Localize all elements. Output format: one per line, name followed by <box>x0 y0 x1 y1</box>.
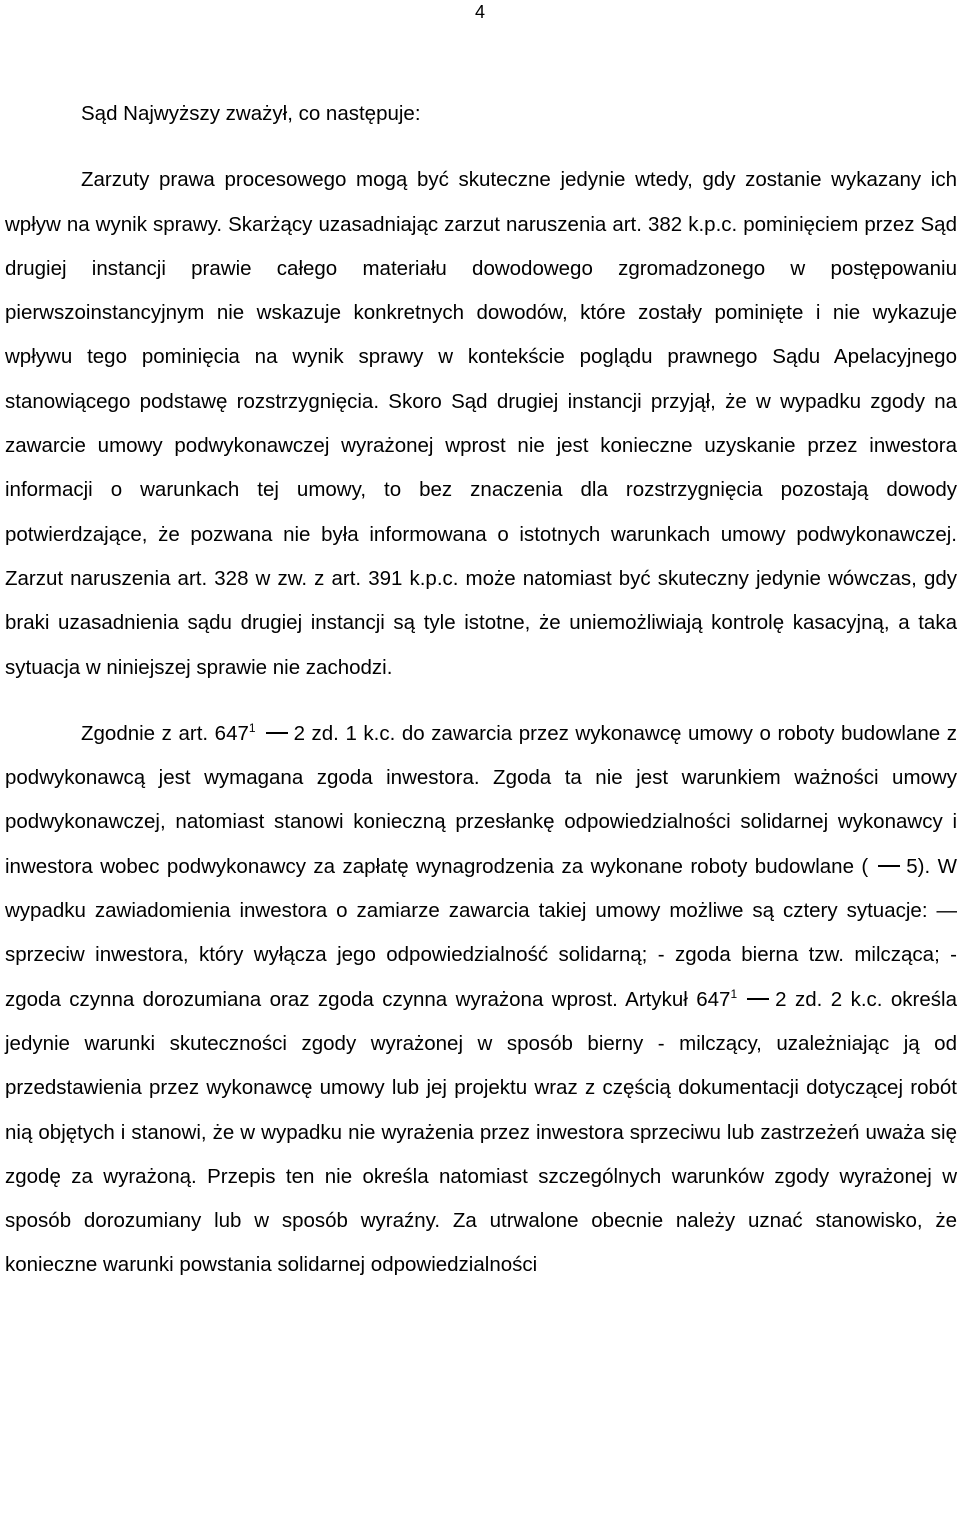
paragraph-text: 2 zd. 2 k.c. określa jedynie warunki skuteczności zgody wyrażonej w sposób bierny - milczący, uzależniając ją od przedstawienia przez wykonawcę umowy lub jej projektu wraz z częścią dokumentacji dotyczącej robót nią objętych i stanowi, że w wypadku nie wyrażenia przez inwestora sprzeciwu lub zastrzeżeń uważa się zgodę za wyrażoną. Przepis ten nie określa natomiast szczególnych warunków zgody wyrażonej w sposób dorozumiany lub w sposób wyraźny. Za utrwalone obecnie należy uznać stanowisko, że konieczne warunki powstania solidarnej odpowiedzialności <box>5 987 957 1277</box>
page-number: 4 <box>474 2 485 22</box>
section-sign-placeholder <box>266 732 288 734</box>
superscript: 1 <box>730 986 738 1001</box>
section-heading: Sąd Najwyższy zważył, co następuje: <box>81 102 421 125</box>
section-sign-placeholder <box>747 998 769 1000</box>
superscript: 1 <box>248 720 256 735</box>
paragraph-text: 5). W wypadku zawiadomienia inwestora o zamiarze zawarcia takiej umowy możliwe są cztery sytuacje: — sprzeciw inwestora, który wyłącza jego odpowiedzialność solidarną; - zgoda bierna tzw. milcząca; - zgoda czynna dorozumiana oraz zgoda czynna wyrażona wprost. Artykuł 647 <box>5 854 958 1011</box>
section-sign-placeholder <box>878 865 900 867</box>
paragraph-text: Zgodnie z art. 647 <box>81 721 249 745</box>
paragraph-text: 2 zd. 1 k.c. do zawarcia przez wykonawcę umowy o roboty budowlane z podwykonawcą jest wymagana zgoda inwestora. Zgoda ta nie jest warunkiem ważności umowy podwykonawczej, natomiast stanowi konieczną przesłankę odpowiedzialności solidarnej wykonawcy i inwestora wobec podwykonawcy za zapłatę wynagrodzenia za wykonane roboty budowlane ( <box>5 721 957 878</box>
document-body <box>5 92 957 1288</box>
paragraph-subcontract-consent <box>5 712 957 1288</box>
paragraph-procedural-charges: Zarzuty prawa procesowego mogą być skuteczne jedynie wtedy, gdy zostanie wykazany ich wpływ na wynik sprawy. Skarżący uzasadniając zarzut naruszenia art. 382 k.p.c. pominięciem przez Sąd drugiej instancji prawie całego materiału dowodowego zgromadzonego w postępowaniu pierwszoinstancyjnym nie wskazuje konkretnych dowodów, które zostały pominięte i nie wykazuje wpływu tego pominięcia na wynik sprawy w kontekście poglądu prawnego Sądu Apelacyjnego stanowiącego podstawę rozstrzygnięcia. Skoro Sąd drugiej instancji przyjął, że w wypadku zgody na zawarcie umowy podwykonawczej wyrażonej wprost nie jest konieczne uzyskanie przez inwestora informacji o warunkach tej umowy, to bez znaczenia dla rozstrzygnięcia pozostają dowody potwierdzające, że pozwana nie była informowana o istotnych warunkach umowy podwykonawczej. Zarzut naruszenia art. 328 w zw. z art. 391 k.p.c. może natomiast być skuteczny jedynie wówczas, gdy braki uzasadnienia sądu drugiej instancji są tyle istotne, że uniemożliwiają kontrolę kasacyjną, a taka sytuacja w niniejszej sprawie nie zachodzi. <box>5 168 957 679</box>
